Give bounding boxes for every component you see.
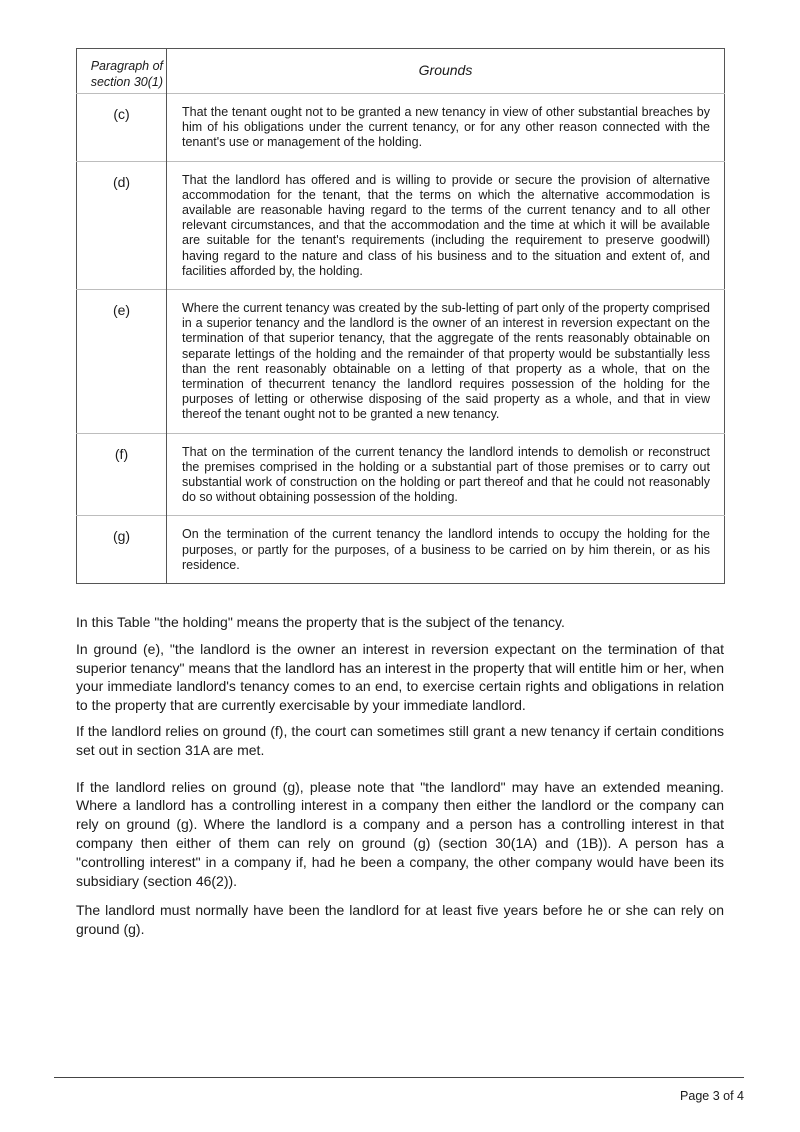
page-number: Page 3 of 4 (680, 1089, 744, 1103)
note-ground-f: If the landlord relies on ground (f), the court can sometimes still grant a new tenancy if certain conditions set out in section 31A are met. (76, 722, 724, 758)
row-ground-text: Where the current tenancy was created by the sub-letting of part only of the property comprised in a superior tenancy and the landlord is the owner of an interest in reversion expectant on the termination of that superior tenancy, that the aggregate of the rents reasonably obtainable on separate lettings of the holding and the remainder of that property would be substantially less than the rent reasonably obtainable on a letting of that property as a whole, that on the termination of thecurrent tenancy the landlord requires possession of the holding for the purposes of letting or otherwise disposing of the said property as a whole, and that in view thereof the tenant ought not to be granted a new tenancy. (167, 290, 725, 434)
row-ground-text: That the tenant ought not to be granted a new tenancy in view of other substantial breaches by him of his obligations under the current tenancy, or for any other reason connected with the tenant's use or management of the holding. (167, 94, 725, 162)
table-header-row (77, 49, 725, 94)
note-five-years: The landlord must normally have been the landlord for at least five years before he or she can rely on ground (g). (76, 902, 724, 938)
note-ground-e: In ground (e), "the landlord is the owner an interest in reversion expectant on the termination of that superior tenancy" means that the landlord has an interest in the property that will entitle him or her, when your immediate landlord's tenancy comes to an end, to exercise certain rights and obligations in relation to the property that are currently exercisable by your immediate landlord. (76, 640, 724, 714)
note-holding-definition: In this Table "the holding" means the property that is the subject of the tenancy. (76, 614, 565, 630)
header-grounds: Grounds (418, 62, 473, 78)
row-ground-text: That on the termination of the current tenancy the landlord intends to demolish or reconstruct the premises comprised in the holding or a substantial part of those premises or to carry out substantial work of construction on the holding or part thereof and that he could not reasonably do so without obtaining possession of the holding. (167, 433, 725, 516)
table-row (77, 516, 725, 584)
row-paragraph: (g) (77, 516, 167, 584)
table-row (77, 161, 725, 289)
grounds-table (76, 48, 725, 584)
note-ground-g: If the landlord relies on ground (g), please note that "the landlord" may have an extended meaning. Where a landlord has a controlling interest in a company then either the landlord or the company can rely on ground (g). Where the landlord is a company and a person has a controlling interest in that company then either of them can rely on ground (g) (section 30(1A) and (1B)). A person has a "controlling interest" in a company if, had he been a company, the other company would have been its subsidiary (section 46(2)). (76, 778, 724, 889)
table-row (77, 433, 725, 516)
notes-section (76, 613, 724, 939)
grounds-table-container (76, 48, 724, 584)
header-paragraph: Paragraph of section 30(1) (77, 49, 167, 94)
row-ground-text: That the landlord has offered and is willing to provide or secure the provision of alternative accommodation for the tenant, that the terms on which the alternative accommodation is available are reasonable having regard to the terms of the current tenancy and to all other relevant circumstances, and that the accommodation and the time at which it will be available are suitable for the tenant's requirements (including the requirement to preserve goodwill) having regard to the nature and class of his business and to the situation and extent of, and facilities afforded by, the holding. (167, 161, 725, 289)
row-paragraph: (f) (77, 433, 167, 516)
table-row (77, 94, 725, 162)
row-paragraph: (c) (77, 94, 167, 162)
row-ground-text: On the termination of the current tenancy the landlord intends to occupy the holding for the purposes, or partly for the purposes, of a business to be carried on by him therein, or as his residence. (167, 516, 725, 584)
table-row (77, 290, 725, 434)
footer-divider (54, 1077, 744, 1078)
row-paragraph: (d) (77, 161, 167, 289)
row-paragraph: (e) (77, 290, 167, 434)
